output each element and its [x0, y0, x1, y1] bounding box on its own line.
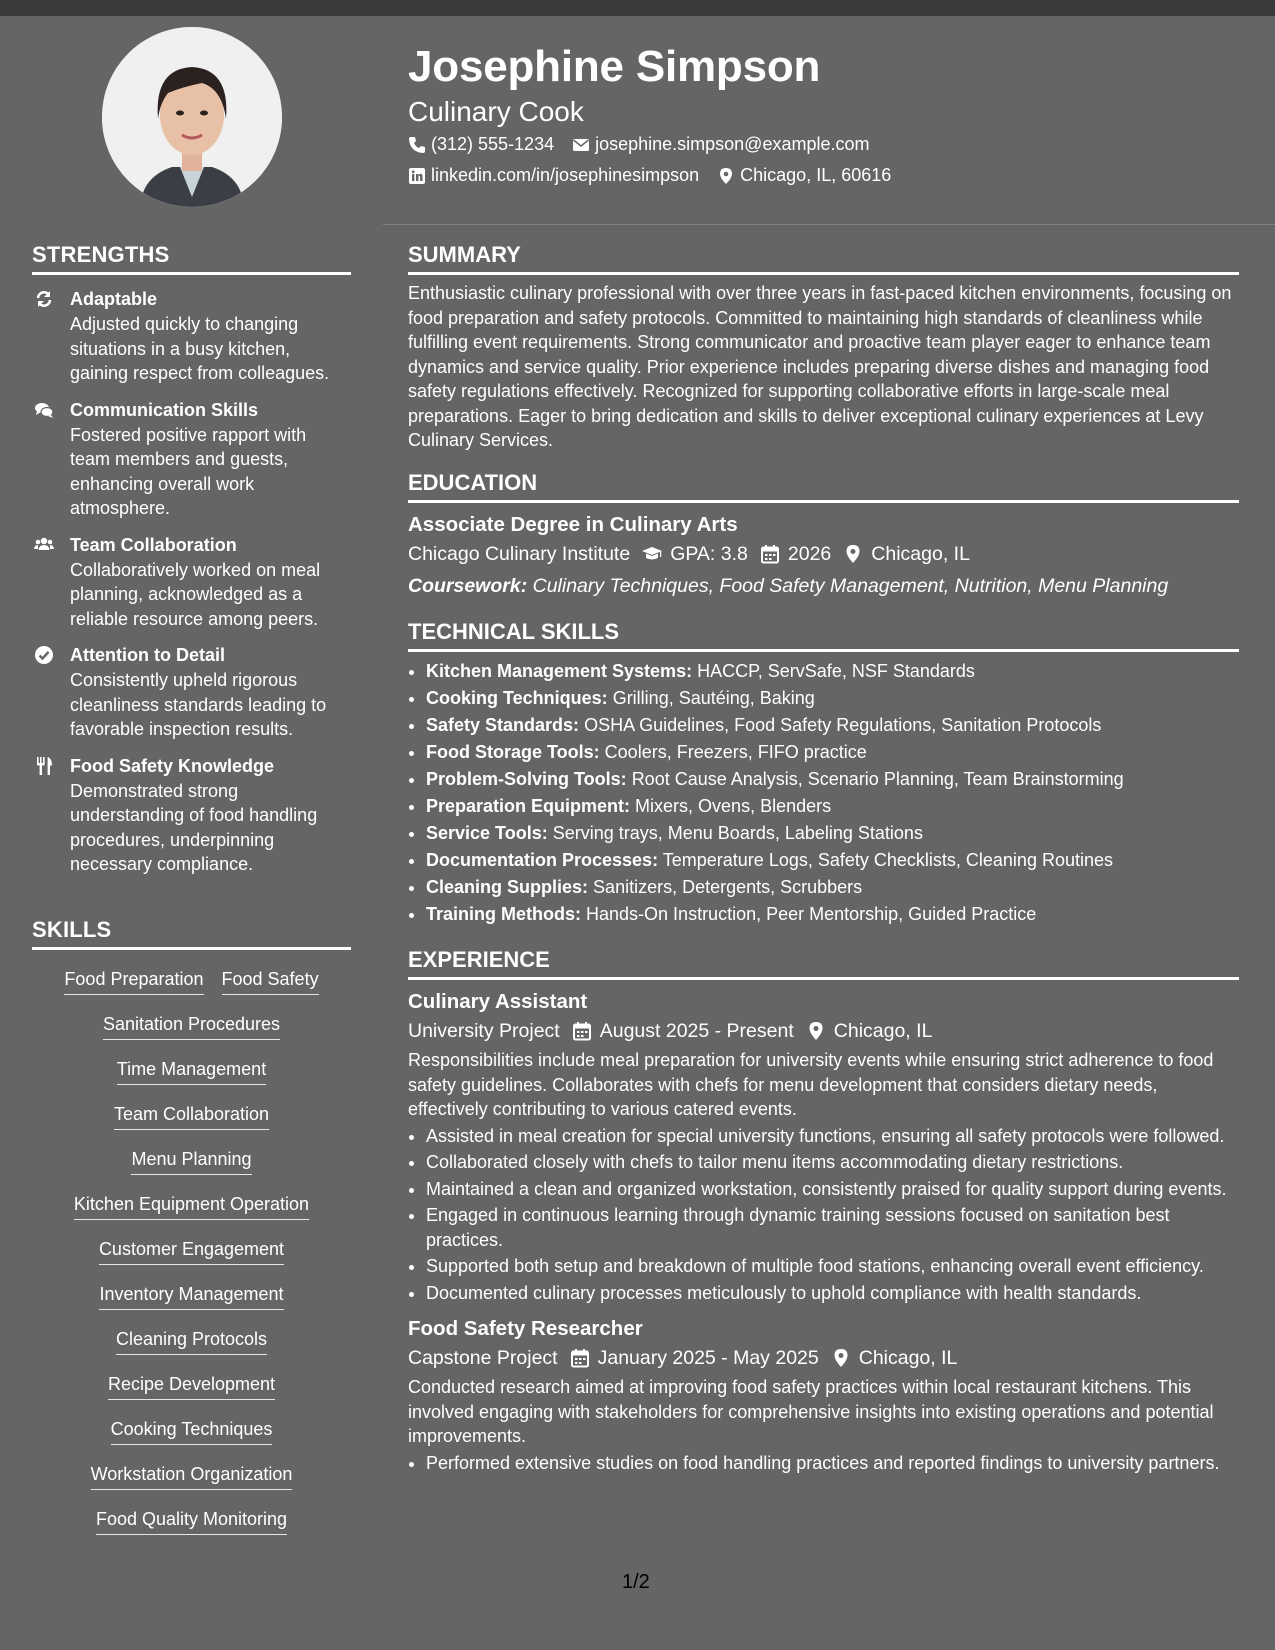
candidate-name: Josephine Simpson: [408, 42, 821, 91]
strength-desc: Demonstrated strong understanding of food handling procedures, underpinning necessary compliance.: [70, 780, 318, 874]
experience-title: EXPERIENCE: [408, 947, 1239, 980]
skill-values: OSHA Guidelines, Food Safety Regulations, Sanitation Protocols: [584, 715, 1102, 735]
skill-category: Safety Standards:: [426, 715, 580, 735]
job-meta: [408, 1016, 1239, 1046]
job-location: Chicago, IL: [858, 1347, 958, 1369]
list-item: • Documented culinary processes meticulously to uphold compliance with health standards.: [426, 1281, 1239, 1306]
strength-item: [32, 754, 351, 877]
strength-name: Team Collaboration: [70, 534, 237, 555]
skill-chip: Food Quality Monitoring: [96, 1508, 287, 1535]
coursework: [408, 571, 1239, 601]
job-bullets: [408, 1451, 1239, 1476]
education-meta: [408, 539, 1239, 569]
linkedin-icon: [408, 167, 426, 185]
job-meta: [408, 1343, 1239, 1373]
list-item: [426, 658, 1239, 685]
skill-category: Kitchen Management Systems:: [426, 661, 693, 681]
list-item: [426, 901, 1239, 928]
skill-chip: Food Preparation: [64, 968, 203, 995]
candidate-title: Culinary Cook: [408, 96, 584, 127]
skill-category: Food Storage Tools:: [426, 742, 600, 762]
job-dates: January 2025 - May 2025: [597, 1347, 819, 1369]
education-title: EDUCATION: [408, 470, 1239, 503]
skill-chip: Workstation Organization: [91, 1463, 293, 1490]
skill-chip: Kitchen Equipment Operation: [74, 1193, 309, 1220]
strength-name: Food Safety Knowledge: [70, 755, 275, 776]
skill-values: Mixers, Ovens, Blenders: [635, 796, 832, 816]
calendar-icon: [570, 1348, 590, 1368]
skill-chip: Customer Engagement: [99, 1238, 284, 1265]
skill-category: Cleaning Supplies:: [426, 877, 589, 897]
map-marker-icon: [717, 167, 735, 185]
job-location: Chicago, IL: [833, 1020, 933, 1042]
calendar-icon: [572, 1021, 592, 1041]
location-text: Chicago, IL, 60616: [740, 165, 892, 185]
strength-item: [32, 533, 351, 632]
list-item: [426, 847, 1239, 874]
strength-desc: Fostered positive rapport with team members and guests, enhancing overall work atmosphere.: [70, 424, 307, 518]
graduation-cap-icon: [642, 544, 662, 564]
list-item: [426, 874, 1239, 901]
graduation-year: 2026: [787, 543, 832, 565]
job-role: Culinary Assistant: [408, 990, 588, 1013]
technical-skills-title: TECHNICAL SKILLS: [408, 619, 1239, 652]
skill-chip: Recipe Development: [108, 1373, 275, 1400]
skill-chip: Cooking Techniques: [111, 1418, 273, 1445]
list-item: [426, 739, 1239, 766]
school-location: Chicago, IL: [871, 543, 970, 565]
gpa: GPA: 3.8: [670, 543, 748, 565]
list-item: • Performed extensive studies on food handling practices and reported findings to university partners.: [426, 1451, 1239, 1476]
job-dates: August 2025 - Present: [599, 1020, 794, 1042]
strengths-section: [32, 242, 351, 877]
strength-desc: Adjusted quickly to changing situations in a busy kitchen, gaining respect from colleagues.: [70, 314, 330, 383]
list-item: • Engaged in continuous learning through dynamic training sessions focused on sanitation best practices.: [426, 1203, 1239, 1252]
skill-category: Service Tools:: [426, 823, 548, 843]
skill-chip: Time Management: [117, 1058, 266, 1085]
linkedin-link[interactable]: linkedin.com/in/josephinesimpson: [431, 165, 700, 185]
summary-section: [408, 242, 1239, 453]
skill-category: Preparation Equipment:: [426, 796, 631, 816]
comments-icon: [34, 400, 54, 420]
email-link[interactable]: josephine.simpson@example.com: [595, 134, 870, 154]
list-item: [426, 712, 1239, 739]
list-item: • Assisted in meal creation for special university functions, ensuring all safety protocols were followed.: [426, 1124, 1239, 1149]
summary-text: Enthusiastic culinary professional with over three years in fast-paced kitchen environments, focusing on food preparation and safety protocols. Committed to maintaining high standards of cleanliness while fulfilling event requirements. Strong communicator and proactive team player eager to enhance team dynamics and service quality. Prior experience includes preparing diverse dishes and managing food safety regulations effectively. Recognized for supporting collaborative efforts in large-scale meal preparations. Eager to bring dedication and skills to deliver exceptional culinary experiences at Levy Culinary Services.: [408, 283, 1232, 450]
job-bullets: [408, 1124, 1239, 1306]
page-indicator: 1/2: [622, 1571, 650, 1593]
skill-chip: Inventory Management: [99, 1283, 283, 1310]
skill-values: Coolers, Freezers, FIFO practice: [604, 742, 867, 762]
skill-values: Temperature Logs, Safety Checklists, Cleaning Routines: [662, 850, 1113, 870]
strength-item: [32, 398, 351, 521]
top-bar: [0, 0, 1275, 16]
education-section: [408, 470, 1239, 601]
experience-section: [408, 947, 1239, 1475]
skill-values: Root Cause Analysis, Scenario Planning, Team Brainstorming: [631, 769, 1124, 789]
list-item: [426, 685, 1239, 712]
coursework-label: Coursework:: [408, 575, 528, 597]
list-item: • Collaborated closely with chefs to tailor menu items accommodating dietary restrictions.: [426, 1150, 1239, 1175]
strength-desc: Consistently upheld rigorous cleanliness standards leading to favorable inspection results.: [70, 670, 327, 739]
skills-section: [32, 917, 351, 1553]
users-icon: [34, 535, 54, 555]
map-marker-icon: [806, 1021, 826, 1041]
job-org: University Project: [408, 1020, 560, 1042]
calendar-icon: [760, 544, 780, 564]
skill-chip: Food Safety: [222, 968, 319, 995]
skill-chip: Cleaning Protocols: [116, 1328, 267, 1355]
coursework-list: Culinary Techniques, Food Safety Management, Nutrition, Menu Planning: [532, 575, 1169, 597]
utensils-icon: [34, 756, 54, 776]
strength-desc: Collaboratively worked on meal planning, acknowledged as a reliable resource among peers.: [70, 559, 321, 629]
skill-category: Cooking Techniques:: [426, 688, 608, 708]
skill-values: Hands-On Instruction, Peer Mentorship, Guided Practice: [586, 904, 1037, 924]
technical-skills-list: [408, 658, 1239, 928]
skills-title: SKILLS: [32, 917, 351, 950]
technical-skills-section: [408, 619, 1239, 928]
phone-icon: [408, 136, 426, 154]
skill-category: Documentation Processes:: [426, 850, 659, 870]
skill-values: Grilling, Sautéing, Baking: [612, 688, 815, 708]
check-circle-icon: [34, 645, 54, 665]
phone-number[interactable]: (312) 555-1234: [431, 134, 555, 154]
skill-category: Training Methods:: [426, 904, 581, 924]
email-icon: [572, 136, 590, 154]
school-name: Chicago Culinary Institute: [408, 543, 631, 565]
map-marker-icon: [831, 1348, 851, 1368]
contact-row-1: [408, 134, 870, 155]
skill-category: Problem-Solving Tools:: [426, 769, 627, 789]
strength-name: Attention to Detail: [70, 645, 225, 665]
strength-item: [32, 643, 351, 742]
strength-name: Adaptable: [70, 289, 158, 309]
job-description: Conducted research aimed at improving food safety practices within local restaurant kitchens. This involved engaging with stakeholders for comprehensive insights into existing operations and potential improvements.: [408, 1377, 1214, 1446]
list-item: [426, 793, 1239, 820]
header-divider: [383, 224, 1275, 225]
list-item: [426, 820, 1239, 847]
skill-values: Sanitizers, Detergents, Scrubbers: [593, 877, 863, 897]
list-item: • Supported both setup and breakdown of multiple food stations, enhancing overall event efficiency.: [426, 1254, 1239, 1279]
skill-chip: Sanitation Procedures: [103, 1013, 280, 1040]
summary-title: SUMMARY: [408, 242, 1239, 275]
list-item: • Maintained a clean and organized workstation, consistently praised for quality support during events.: [426, 1177, 1239, 1202]
job-entry: [408, 1315, 1239, 1475]
strength-name: Communication Skills: [70, 399, 259, 420]
job-role: Food Safety Researcher: [408, 1317, 643, 1340]
skill-chip: Menu Planning: [131, 1148, 251, 1175]
skill-values: HACCP, ServSafe, NSF Standards: [697, 661, 975, 681]
strengths-title: STRENGTHS: [32, 242, 351, 275]
skills-list: [32, 968, 351, 1553]
contact-row-2: [408, 165, 891, 186]
strength-item: [32, 287, 351, 386]
profile-photo: [102, 27, 282, 207]
job-entry: [408, 988, 1239, 1305]
job-org: Capstone Project: [408, 1347, 558, 1369]
list-item: [426, 766, 1239, 793]
sync-icon: [34, 289, 54, 309]
skill-chip: Team Collaboration: [114, 1103, 269, 1130]
degree-name: Associate Degree in Culinary Arts: [408, 513, 738, 536]
skill-values: Serving trays, Menu Boards, Labeling Stations: [552, 823, 923, 843]
map-marker-icon: [843, 544, 863, 564]
job-description: Responsibilities include meal preparation for university events while ensuring strict adherence to food safety guidelines. Collaborates with chefs for menu development that considers dietary needs, effectively contributing to various catered events.: [408, 1050, 1214, 1119]
